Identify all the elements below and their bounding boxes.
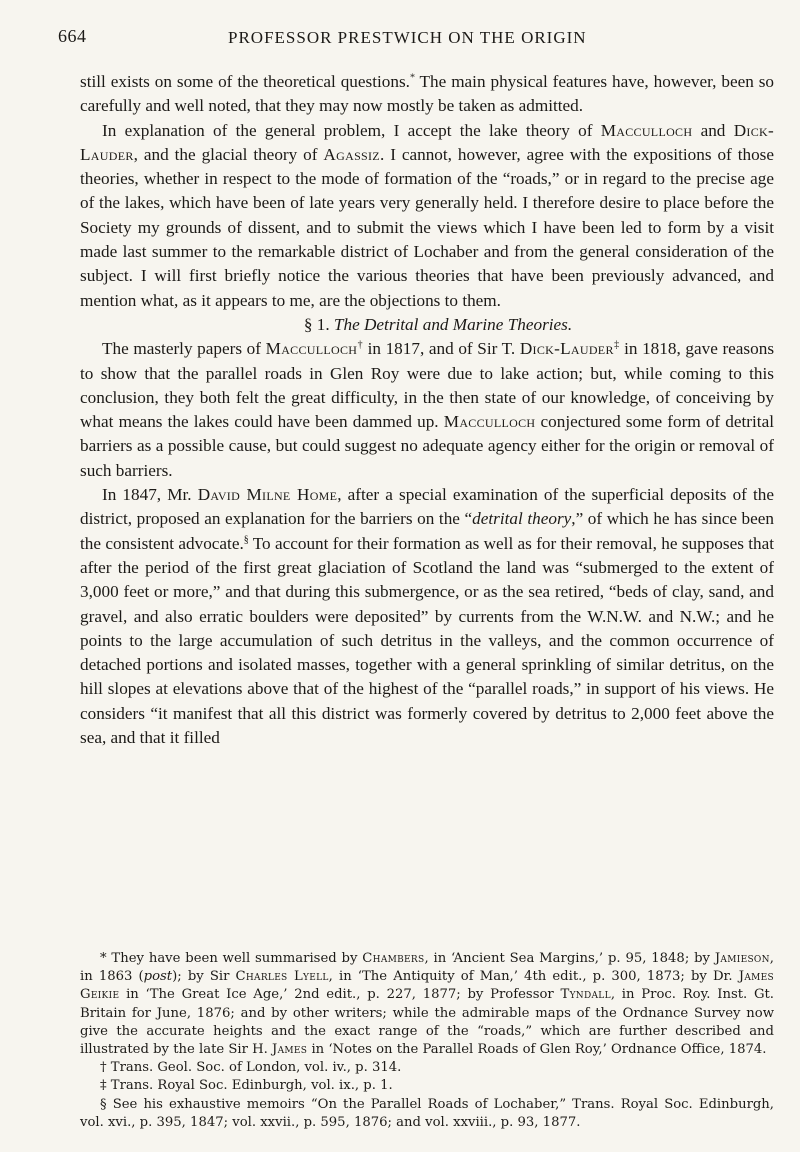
footnote: † Trans. Geol. Soc. of London, vol. iv., p. 314. xyxy=(100,1060,402,1076)
footnote-mark: † xyxy=(100,1060,107,1076)
author-name: Dick-Lauder xyxy=(519,339,614,359)
page-header xyxy=(58,26,778,50)
running-title: PROFESSOR PRESTWICH ON THE ORIGIN xyxy=(228,28,587,47)
footnote-ref[interactable]: ‡ xyxy=(613,339,620,351)
author-name: Dick-Lauder xyxy=(80,120,774,164)
author-name: Macculloch xyxy=(600,120,693,140)
footnote-mark: ‡ xyxy=(100,1078,107,1094)
author-name: David Milne Home xyxy=(197,485,338,505)
author-name: Macculloch xyxy=(443,412,536,432)
paragraph-continued: still exists on some of the theoretical questions.* The main physical features have, however, been so carefully and well noted, that they may now mostly be taken as admitted. xyxy=(80,72,775,116)
paragraph-masterly-papers: The masterly papers of Macculloch† in 1817, and of Sir T. Dick-Lauder‡ in 1818, gave reasons to show that the parallel roads in Glen Roy were due to lake action; but, while coming to this conclusion, they both felt the great difficulty, in the then state of our knowledge, of conceiving by what means the lakes could have been dammed up. Macculloch conjectured some form of detrital barriers as a possible cause, but could suggest no adequate agency either for the origin or removal of such barriers. xyxy=(80,339,775,480)
footnote-mark: * xyxy=(100,951,107,966)
author-name: Agassiz xyxy=(323,144,380,164)
footnote: ‡ Trans. Royal Soc. Edinburgh, vol. ix., p. 1. xyxy=(100,1078,393,1094)
footnote-ref[interactable]: † xyxy=(357,339,363,351)
footnotes xyxy=(80,950,774,1132)
page-number: 664 xyxy=(58,26,87,46)
footnote-mark: § xyxy=(100,1096,107,1112)
section-title: The Detrital and Marine Theories. xyxy=(333,314,573,334)
author-name: Macculloch xyxy=(265,339,358,359)
footnote: § See his exhaustive memoirs “On the Parallel Roads of Lochaber,” Trans. Royal Soc. Edinburgh, vol. xvi., p. 395, 1847; vol. xxvii., p. 595, 1876; and vol. xxviii., p. 93, 1877. xyxy=(80,1096,774,1130)
body-text xyxy=(80,70,774,750)
emphasis: detrital theory xyxy=(472,509,572,529)
footnote-ref[interactable]: * xyxy=(409,72,415,84)
section-number: § 1. xyxy=(303,314,330,334)
paragraph-detrital-theory: In 1847, Mr. David Milne Home, after a special examination of the superficial deposits of the district, proposed an explanation for the barriers on the “detrital theory,” of which he has since been the consistent advocate.§ To account for their formation as well as for their removal, he supposes that after the period of the first great glaciation of Scotland the land was “submerged to the extent of 3,000 feet or more,” and that during this submergence, or as the sea retired, “beds of clay, sand, and gravel, and also erratic boulders were deposited” by currents from the W.N.W. and N.W.; and he points to the large accumulation of such detritus in the valleys, and the common occurrence of detached portions and isolated masses, together with a general sprinkling of similar detritus, on the hill slopes at elevations above that of the highest of the “parallel roads,” in support of his views. He considers “it manifest that all this district was formerly covered by detritus to 2,000 feet above the sea, and that it filled xyxy=(80,485,775,748)
section-heading xyxy=(80,313,774,337)
paragraph-explanation: In explanation of the general problem, I accept the lake theory of Macculloch and Dick-Lauder, and the glacial theory of Agassiz. I cannot, however, agree with the expositions of those theories, whether in respect to the mode of formation of the “roads,” or in regard to the precise age of the lakes, which have been of late years very generally held. I therefore desire to place before the Society my grounds of dissent, and to submit the views which I have been led to form by a visit made last summer to the remarkable district of Lochaber and from the general consideration of the subject. I will first briefly notice the various theories that have been previously advanced, and mention what, as it appears to me, are the objections to them. xyxy=(80,120,774,310)
footnote-ref[interactable]: § xyxy=(243,533,249,545)
footnote: * They have been well summarised by Chambers, in ‘Ancient Sea Margins,’ p. 95, 1848; by Jamieson, in 1863 (post); by Sir Charles Lyell, in ‘The Antiquity of Man,’ 4th edit., p. 300, 1873; by Dr. James Geikie in ‘The Great Ice Age,’ 2nd edit., p. 227, 1877; by Professor Tyndall, in Proc. Roy. Inst. Gt. Britain for June, 1876; and by other writers; while the admirable maps of the Ordnance Survey now give the accurate heights and the exact range of the “roads,” which are further described and illustrated by the late Sir H. James in ‘Notes on the Parallel Roads of Glen Roy,’ Ordnance Office, 1874. xyxy=(80,951,774,1058)
